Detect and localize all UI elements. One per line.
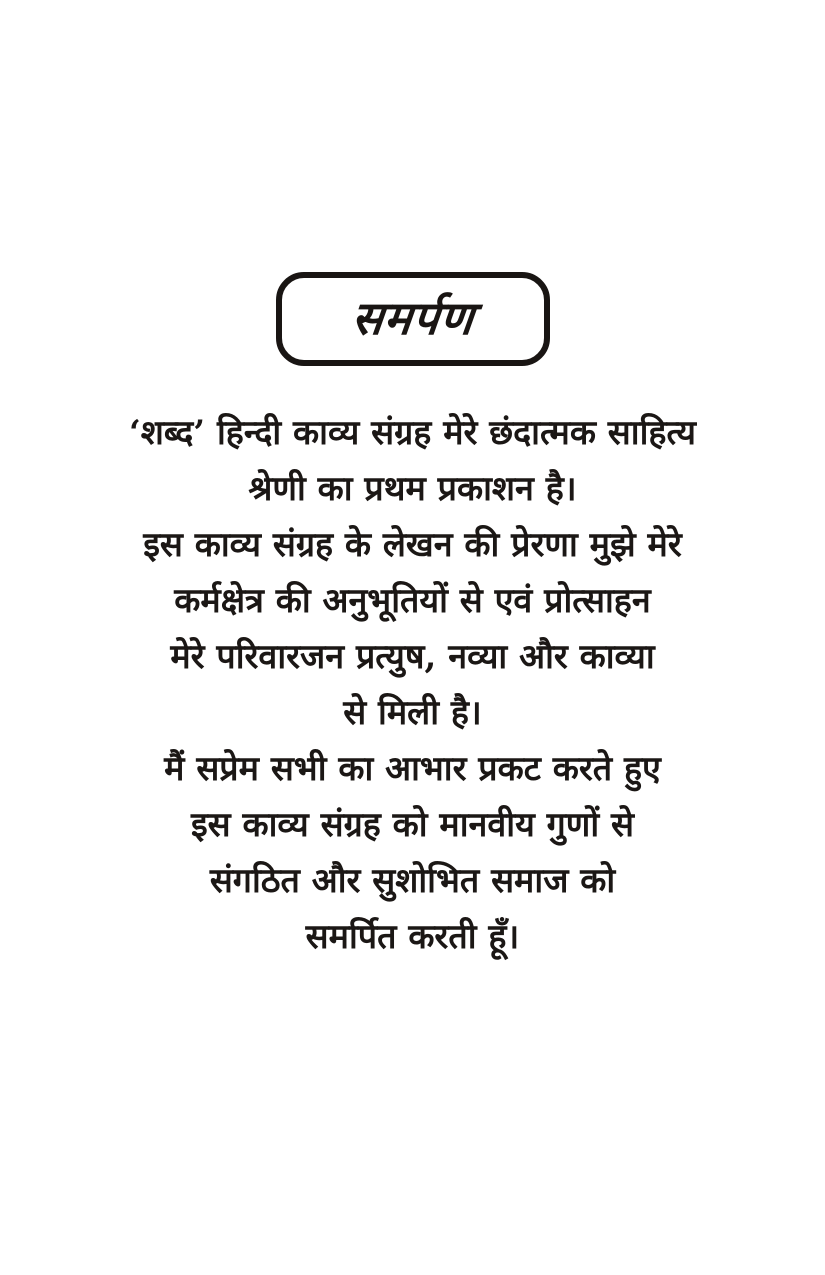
dedication-line: इस काव्य संग्रह को मानवीय गुणों से	[190, 805, 635, 845]
dedication-title-badge	[276, 272, 550, 366]
dedication-line: ‘शब्द’ हिन्दी काव्य संग्रह मेरे छंदात्मक साहित्य	[128, 413, 697, 453]
dedication-line: से मिली है।	[343, 693, 482, 733]
dedication-line: मेरे परिवारजन प्रत्युष, नव्या और काव्या	[170, 637, 655, 677]
dedication-title: समर्पण	[348, 291, 477, 345]
dedication-line: संगठित और सुशोभित समाज को	[209, 861, 616, 901]
dedication-line: इस काव्य संग्रह के लेखन की प्रेरणा मुझे मेरे	[143, 525, 682, 565]
dedication-line: समर्पित करती हूँ।	[305, 917, 520, 957]
dedication-line: मैं सप्रेम सभी का आभार प्रकट करते हुए	[164, 749, 661, 789]
dedication-line: श्रेणी का प्रथम प्रकाशन है।	[248, 469, 577, 509]
dedication-line: कर्मक्षेत्र की अनुभूतियों से एवं प्रोत्साहन	[174, 581, 651, 621]
dedication-text-block	[50, 405, 775, 965]
